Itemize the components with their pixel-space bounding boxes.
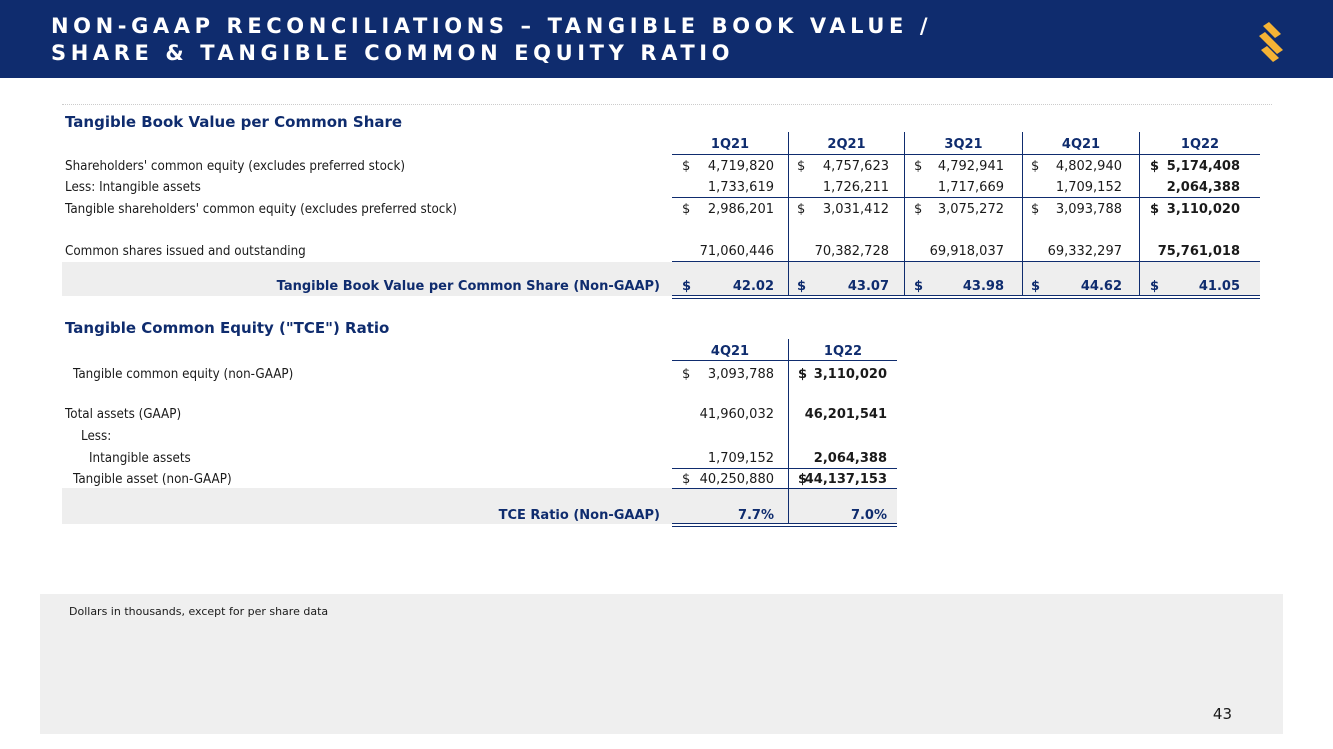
currency-symbol: $ bbox=[914, 279, 924, 294]
tbv-total-top-rule bbox=[672, 261, 1260, 262]
tbv-col-header: 1Q21 bbox=[710, 137, 750, 152]
tbv-cell: 1,709,152 bbox=[1055, 180, 1122, 195]
s-logo-icon bbox=[1255, 22, 1287, 62]
tbv-cell: 1,733,619 bbox=[707, 180, 774, 195]
currency-symbol: $ bbox=[682, 202, 691, 217]
tbv-col-header: 4Q21 bbox=[1061, 137, 1101, 152]
tbv-total-cell: 42.02 bbox=[732, 279, 774, 294]
tce-cell: 2,064,388 bbox=[813, 451, 887, 466]
currency-symbol: $ bbox=[798, 472, 808, 487]
tce-header-rule bbox=[672, 360, 897, 361]
tce-col-header: 4Q21 bbox=[710, 344, 750, 359]
tbv-total-cell: 43.98 bbox=[962, 279, 1004, 294]
tce-total-cell: 7.7% bbox=[737, 508, 774, 523]
tce-total-top-rule bbox=[672, 488, 897, 489]
currency-symbol: $ bbox=[914, 202, 923, 217]
tce-subtotal-rule bbox=[672, 468, 897, 469]
tbv-double-underline bbox=[672, 295, 1260, 299]
footnote: Dollars in thousands, except for per share data bbox=[69, 605, 329, 618]
tce-cell: 40,250,880 bbox=[699, 472, 774, 487]
column-divider bbox=[788, 132, 789, 296]
tce-cell: 3,110,020 bbox=[813, 367, 887, 382]
tce-cell: 3,093,788 bbox=[707, 367, 774, 382]
tce-row-label: Tangible asset (non-GAAP) bbox=[73, 472, 232, 487]
column-divider bbox=[788, 339, 789, 524]
currency-symbol: $ bbox=[1031, 279, 1041, 294]
tbv-cell: 4,802,940 bbox=[1055, 159, 1122, 174]
page-title bbox=[51, 13, 932, 67]
column-divider bbox=[1139, 132, 1140, 296]
tce-cell: 41,960,032 bbox=[699, 407, 774, 422]
tbv-subtotal-rule bbox=[672, 197, 1260, 198]
currency-symbol: $ bbox=[682, 159, 691, 174]
page-title-line-2: SHARE & TANGIBLE COMMON EQUITY RATIO bbox=[51, 41, 735, 65]
tbv-row-label: Tangible shareholders' common equity (excludes preferred stock) bbox=[65, 202, 457, 217]
table-top-rule bbox=[62, 104, 1272, 105]
tbv-total-cell: 43.07 bbox=[847, 279, 889, 294]
tce-double-underline bbox=[672, 523, 897, 527]
tbv-total-cell: 44.62 bbox=[1080, 279, 1122, 294]
currency-symbol: $ bbox=[1150, 159, 1160, 174]
tbv-col-header: 2Q21 bbox=[827, 137, 866, 152]
tbv-total-label: Tangible Book Value per Common Share (Non-GAAP) bbox=[276, 279, 660, 294]
currency-symbol: $ bbox=[798, 367, 808, 382]
column-divider bbox=[1022, 132, 1023, 296]
tbv-cell: 3,093,788 bbox=[1055, 202, 1122, 217]
tbv-cell: 1,726,211 bbox=[822, 180, 889, 195]
currency-symbol: $ bbox=[682, 367, 691, 382]
currency-symbol: $ bbox=[1031, 202, 1040, 217]
tbv-cell: 3,031,412 bbox=[822, 202, 889, 217]
tce-cell: 1,709,152 bbox=[707, 451, 774, 466]
tbv-row-label: Less: Intangible assets bbox=[65, 180, 201, 195]
tce-col-header: 1Q22 bbox=[823, 344, 863, 359]
tbv-row-label: Common shares issued and outstanding bbox=[65, 244, 306, 259]
tbv-cell: 4,792,941 bbox=[937, 159, 1004, 174]
tce-total-label: TCE Ratio (Non-GAAP) bbox=[498, 508, 660, 523]
tbv-cell: 4,719,820 bbox=[707, 159, 774, 174]
page-title-line-1: NON-GAAP RECONCILIATIONS – TANGIBLE BOOK VALUE / bbox=[51, 14, 933, 38]
tbv-cell: 5,174,408 bbox=[1166, 159, 1240, 174]
tbv-cell: 3,110,020 bbox=[1166, 202, 1240, 217]
tbv-cell: 70,382,728 bbox=[814, 244, 889, 259]
tce-row-label: Intangible assets bbox=[89, 451, 191, 466]
currency-symbol: $ bbox=[797, 159, 806, 174]
tce-row-label: Tangible common equity (non-GAAP) bbox=[73, 367, 294, 382]
tce-cell: 44,137,153 bbox=[804, 472, 887, 487]
currency-symbol: $ bbox=[797, 279, 807, 294]
tbv-col-header: 3Q21 bbox=[944, 137, 983, 152]
tbv-col-header: 1Q22 bbox=[1180, 137, 1220, 152]
header-banner bbox=[0, 0, 1333, 78]
tbv-cell: 4,757,623 bbox=[822, 159, 889, 174]
currency-symbol: $ bbox=[1150, 279, 1160, 294]
tce-cell: 46,201,541 bbox=[804, 407, 887, 422]
tbv-total-cell: 41.05 bbox=[1198, 279, 1240, 294]
currency-symbol: $ bbox=[1031, 159, 1040, 174]
tbv-cell: 75,761,018 bbox=[1157, 244, 1240, 259]
page-number: 43 bbox=[1212, 705, 1232, 723]
currency-symbol: $ bbox=[914, 159, 923, 174]
tbv-header-rule bbox=[672, 154, 1260, 155]
tce-row-label: Less: bbox=[81, 429, 112, 444]
currency-symbol: $ bbox=[682, 472, 691, 487]
currency-symbol: $ bbox=[1150, 202, 1160, 217]
tbv-cell: 69,332,297 bbox=[1047, 244, 1122, 259]
tbv-section-title: Tangible Book Value per Common Share bbox=[65, 113, 403, 131]
tbv-cell: 2,986,201 bbox=[707, 202, 774, 217]
column-divider bbox=[904, 132, 905, 296]
currency-symbol: $ bbox=[682, 279, 692, 294]
tbv-cell: 71,060,446 bbox=[699, 244, 774, 259]
tbv-cell: 3,075,272 bbox=[937, 202, 1004, 217]
tce-total-cell: 7.0% bbox=[850, 508, 887, 523]
currency-symbol: $ bbox=[797, 202, 806, 217]
tce-section-title: Tangible Common Equity ("TCE") Ratio bbox=[65, 319, 390, 337]
tbv-row-label: Shareholders' common equity (excludes preferred stock) bbox=[65, 159, 406, 174]
tbv-cell: 2,064,388 bbox=[1166, 180, 1240, 195]
tce-row-label: Total assets (GAAP) bbox=[65, 407, 182, 422]
tbv-cell: 69,918,037 bbox=[929, 244, 1004, 259]
tbv-cell: 1,717,669 bbox=[937, 180, 1004, 195]
